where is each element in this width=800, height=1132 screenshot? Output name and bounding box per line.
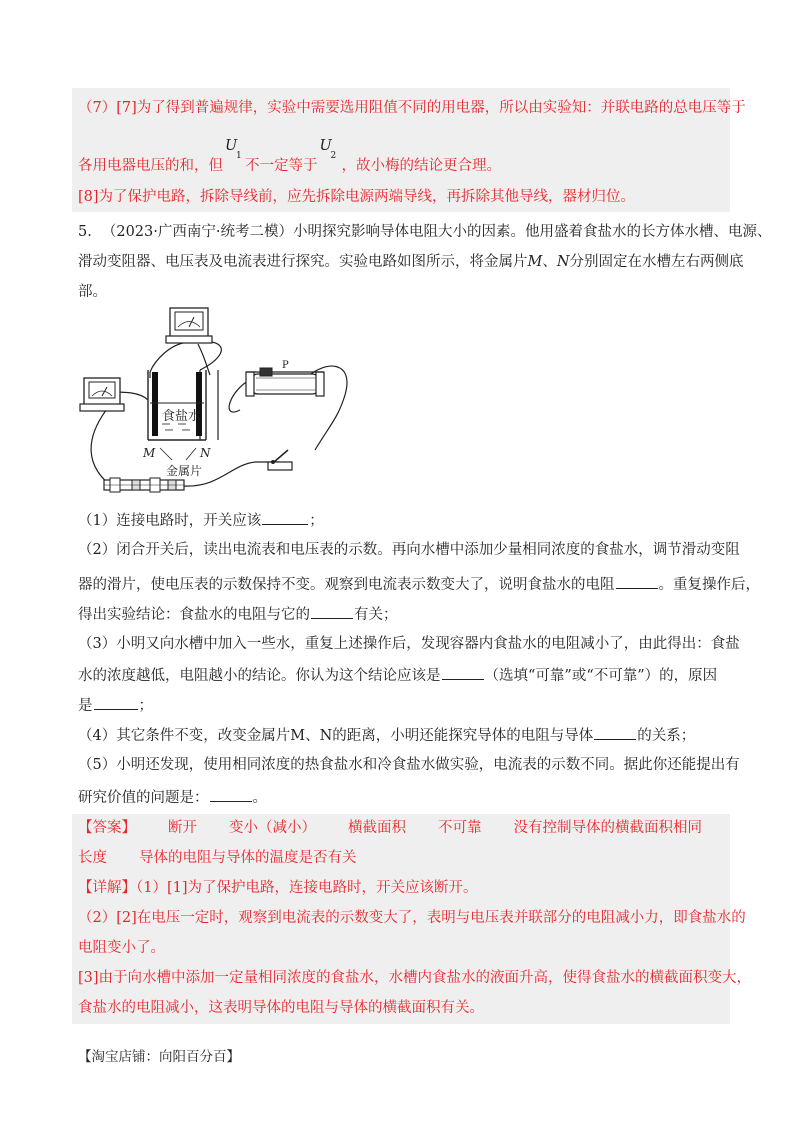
answer-1: 断开: [168, 820, 197, 836]
q3-line-1: （3）小明又向水槽中加入一些水，重复上述操作后，发现容器内食盐水的电阻减小了，由此得出：食盐: [78, 636, 740, 652]
solution-line-2-b: 不一定等于: [245, 158, 318, 174]
explain-line-5: 食盐水的电阻减小，这表明导体的电阻与导体的横截面积有关。: [78, 1000, 484, 1016]
q2-blank-2[interactable]: [311, 604, 353, 619]
question-5-line-3: 部。: [78, 284, 107, 300]
solution-line-3: [8]为了保护电路，拆除导线前，应先拆除电源两端导线，再拆除其他导线，器材归位。: [78, 189, 636, 205]
q3-line-2: 水的浓度越低，电阻越小的结论。你认为这个结论应该是 （选填“可靠”或“不可靠”）的，原因: [78, 665, 717, 686]
answer-2: 变小（减小）: [229, 820, 316, 836]
solution-line-2-a: 各用电器电压的和，但: [78, 158, 223, 174]
question-5-line-2: 滑动变阻器、电压表及电流表进行探究。实验电路如图所示，将金属片M、N分别固定在水槽左右两侧底: [78, 254, 744, 270]
u1-symbol: U 1: [225, 138, 242, 161]
solution-line-2: [78, 138, 501, 176]
switch: [268, 450, 292, 470]
answer-label: 【答案】: [78, 820, 136, 836]
q3-line-3: 是 ；: [78, 695, 153, 716]
water-label: 食盐水: [162, 409, 202, 424]
answer-5: 没有控制导体的横截面积相同: [513, 820, 702, 836]
q3-blank-1[interactable]: [442, 665, 484, 680]
answer-4: 不可靠: [438, 820, 482, 836]
answer-line-1: [78, 818, 702, 838]
voltmeter: [166, 308, 212, 343]
explain-line-1: 【详解】（1）[1]为了保护电路，连接电路时，开关应该断开。: [78, 880, 478, 896]
question-5-line-1: [78, 222, 771, 242]
u2-symbol: U 2: [319, 138, 337, 161]
metal-label: 金属片: [166, 464, 203, 478]
water-tank: [142, 370, 211, 478]
explain-line-3: 电阻变小了。: [78, 940, 165, 956]
answer-3: 横截面积: [348, 820, 406, 836]
battery: [104, 478, 184, 492]
q5-line-1: （5）小明还发现，使用相同浓度的热食盐水和冷食盐水做实验，电流表的示数不同。据此你还能提出有: [78, 757, 740, 773]
explain-line-4: [3]由于向水槽中添加一定量相同浓度的食盐水，水槽内食盐水的液面升高，使得食盐水的横截面积变大，: [78, 970, 752, 986]
footer-shop: 【淘宝店铺：向阳百分百】: [78, 1049, 240, 1065]
slider-label: P: [282, 360, 289, 371]
explain-label: 【详解】: [78, 880, 136, 896]
q1-blank[interactable]: [262, 510, 308, 525]
q5-line-2: 研究价值的问题是： 。: [78, 787, 267, 808]
explain-line-2: （2）[2]在电压一定时，观察到电流表的示数变大了，表明与电压表并联部分的电阻减小力，即食盐水的: [78, 910, 746, 926]
solution-line-2-c: ，故小梅的结论更合理。: [341, 158, 501, 174]
solution-line-1: （7）[7]为了得到普遍规律，实验中需要选用阻值不同的用电器，所以由实验知：并联电路的总电压等于: [78, 100, 746, 116]
rheostat: [246, 360, 324, 396]
q2-line-2: 器的滑片，使电压表的示数保持不变。观察到电流表示数变大了，说明食盐水的电阻 。重复操作后，: [78, 574, 760, 595]
label-n: N: [200, 446, 211, 460]
q1-line: （1）连接电路时，开关应该 ；: [78, 510, 324, 531]
q3-blank-2[interactable]: [94, 695, 138, 710]
q4-blank[interactable]: [594, 725, 636, 740]
q5-blank[interactable]: [210, 787, 252, 802]
label-m: M: [143, 446, 156, 460]
answer-line-2: 长度 导体的电阻与导体的温度是否有关: [78, 850, 357, 866]
question-source: （2023·广西南宁·统考二模）: [101, 224, 293, 240]
q2-blank-1[interactable]: [616, 574, 658, 589]
q4-line: （4）其它条件不变，改变金属片M、N的距离，小明还能探究导体的电阻与导体 的关系；: [78, 725, 695, 746]
circuit-figure: [70, 300, 360, 500]
question-text-1: 小明探究影响导体电阻大小的因素。他用盛着食盐水的长方体水槽、电源、: [292, 224, 772, 240]
q2-line-1: （2）闭合开关后，读出电流表和电压表的示数。再向水槽中添加少量相同浓度的食盐水，调节滑动变阻: [78, 542, 740, 558]
ammeter: [80, 378, 124, 411]
q2-line-3: 得出实验结论：食盐水的电阻与它的 有关；: [78, 604, 398, 625]
question-number: 5.: [78, 224, 92, 240]
